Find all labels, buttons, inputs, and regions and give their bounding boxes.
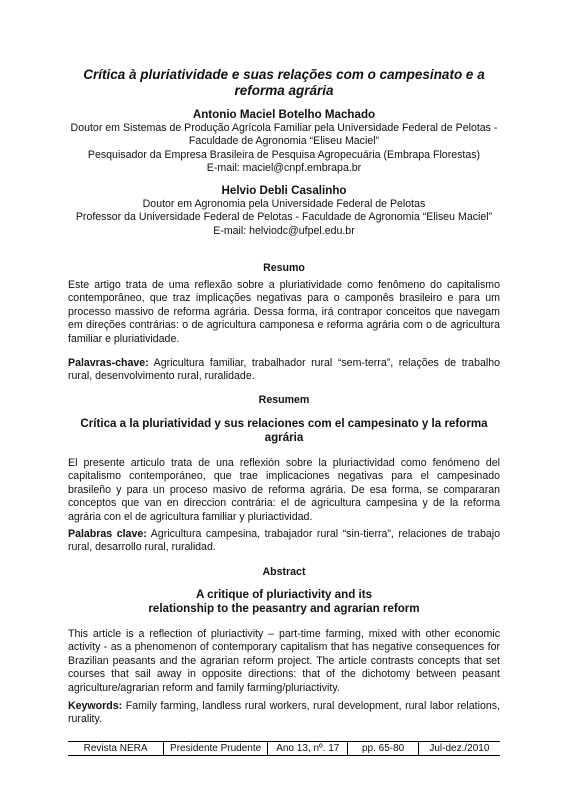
resumen-title [68,417,500,445]
abstract-text: This article is a reflection of pluriactivity – part-time farming, mixed with other economic activity - as a phenomenon of contemporary capitalism that has negative consequences for Brazilian peasants and the agrarian reform project. The article contrasts concepts that set courses that sail away in opposite directions: that of the dichotomy between peasant agriculture/agrarian reform and family farming/pluriactivity. [68,628,500,694]
author-block-2 [68,184,500,238]
author-affiliation: Faculdade de Agronomia “Eliseu Maciel” [188,135,380,148]
resumo-heading: Resumo [263,262,305,274]
footer-city: Presidente Prudente [164,742,268,755]
footer-pages: pp. 65-80 [348,742,418,755]
author-affiliation: Doutor em Agronomia pela Universidade Federal de Pelotas [142,198,426,210]
footer-journal: Revista NERA [68,742,164,755]
author-name: Helvio Debli Casalinho [221,184,347,197]
abstract-title-line-1: A critique of pluriactivity and its [195,588,373,601]
author-name: Antonio Maciel Botelho Machado [192,108,376,121]
author-affiliation: Pesquisador da Empresa Brasileira de Pesquisa Agropecuária (Embrapa Florestas) [87,148,481,161]
abstract-heading: Abstract [262,566,306,578]
keywords-text: Agricultura campesina, trabajador rural “sin-tierra”, relaciones de trabajo rural, desarrollo rural, ruralidad. [68,528,500,554]
author-email: E-mail: maciel@cnpf.embrapa.br [206,162,362,175]
keywords-text: Family farming, landless rural workers, rural development, rural labor relations, rurality. [68,700,500,726]
keywords-label: Palavras-chave: [68,357,149,369]
abstract-title [68,588,500,616]
keywords-label: Palabras clave: [68,528,147,540]
keywords-text: Agricultura familiar, trabalhador rural “sem-terra”, relações de trabalho rural, desenvolvimento rural, ruralidade. [68,357,500,383]
author-block-1 [68,108,500,176]
resumen-keywords [68,528,500,555]
keywords-label: Keywords: [68,700,123,712]
resumen-title-line-2: agrária [264,431,304,444]
author-affiliation: Professor da Universidade Federal de Pelotas - Faculdade de Agronomia “Eliseu Maciel” [75,211,493,224]
abstract-title-line-2: relationship to the peasantry and agrarian reform [148,602,420,615]
resumen-heading: Resumem [258,394,310,406]
abstract-keywords [68,700,500,727]
author-affiliation: Doutor em Sistemas de Produção Agrícola Familiar pela Universidade Federal de Pelotas - [70,122,498,134]
resumen-text: El presente articulo trata de una reflexión sobre la pluriactividad como fenómeno del capitalismo contemporáneo, que trae implicaciones negativas para el campesinado brasileño y para un proceso masivo de reforma agrária. De esa forma, se compararan conceptos que van en direccion contrária: el de agricultura campesina y de la reforma agrária con el de agricultura familiar y pluriactividad. [68,457,500,523]
journal-footer [68,741,500,756]
paper-title-line-2: reforma agrária [234,83,334,98]
author-email: E-mail: helviodc@ufpel.edu.br [213,224,355,237]
footer-date: Jul-dez./2010 [429,743,490,754]
resumo-text: Este artigo trata de uma reflexão sobre a pluriatividade como fenômeno do capitalismo contemporâneo, que traz implicações negativas para o camponês brasileiro e para um processo massivo de reforma agrária. Dessa forma, irá contrapor conceitos que navegam em direções contrárias: o de agricultura camponesa e reforma agrária com o de agricultura familiar e pluriatividade. [68,279,500,345]
resumo-keywords [68,357,500,384]
paper-title-line-1: Crítica à pluriatividade e suas relações com o campesinato e a [83,67,485,82]
footer-volume: Ano 13, nº. 17 [268,742,348,755]
paper-title [68,67,500,99]
resumen-title-line-1: Crítica a la pluriatividad y sus relaciones com el campesinato y la reforma [80,417,488,430]
